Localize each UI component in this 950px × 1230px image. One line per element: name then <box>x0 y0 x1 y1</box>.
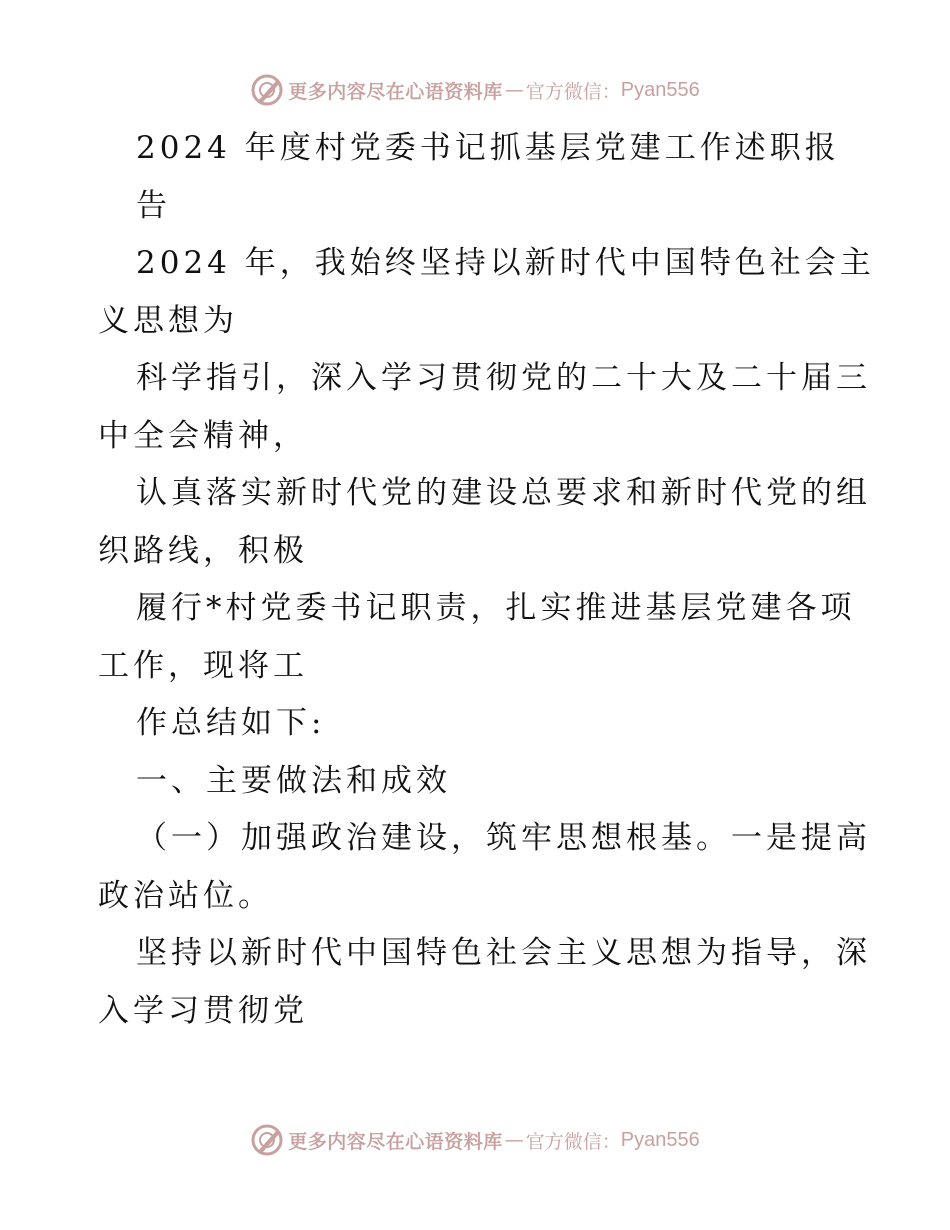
text-line: 工作，现将工 <box>98 647 308 684</box>
text-line: 2024 年度村党委书记抓基层党建工作述职报 <box>136 130 840 166</box>
footer-banner <box>0 1120 950 1160</box>
banner-dash: — <box>504 1129 524 1151</box>
document-body <box>98 120 875 1040</box>
header-banner <box>0 70 950 110</box>
text-line: 义思想为 <box>98 302 238 339</box>
text-line: 认真落实新时代党的建设总要求和新时代党的组 <box>136 475 871 511</box>
text-line: 履行*村党委书记职责，扎实推进基层党建各项 <box>136 590 856 626</box>
text-line: （一）加强政治建设，筑牢思想根基。一是提高 <box>136 820 871 856</box>
text-line: 科学指引，深入学习贯彻党的二十大及二十届三 <box>136 360 871 396</box>
brand-logo-icon <box>250 1123 284 1157</box>
banner-official: 官方微信： <box>525 1130 621 1153</box>
text-line: 一、主要做法和成效 <box>136 762 451 799</box>
text-line: 作总结如下: <box>136 705 326 741</box>
text-line: 2024 年，我始终坚持以新时代中国特色社会主 <box>136 245 875 281</box>
banner-slogan: 更多内容尽在心语资料库 <box>288 80 503 103</box>
text-line: 政治站位。 <box>98 877 273 914</box>
banner-slogan: 更多内容尽在心语资料库 <box>288 1130 503 1153</box>
text-line: 入学习贯彻党 <box>98 992 308 1029</box>
brand-logo-icon <box>250 73 284 107</box>
banner-wechat-id: Pyan556 <box>620 1128 700 1151</box>
banner-official: 官方微信： <box>525 80 621 103</box>
text-line: 告 <box>136 187 171 224</box>
text-line: 中全会精神， <box>98 417 308 454</box>
banner-dash: — <box>504 79 524 101</box>
banner-wechat-id: Pyan556 <box>620 78 700 101</box>
text-line: 坚持以新时代中国特色社会主义思想为指导，深 <box>136 935 871 971</box>
text-line: 织路线，积极 <box>98 532 308 569</box>
